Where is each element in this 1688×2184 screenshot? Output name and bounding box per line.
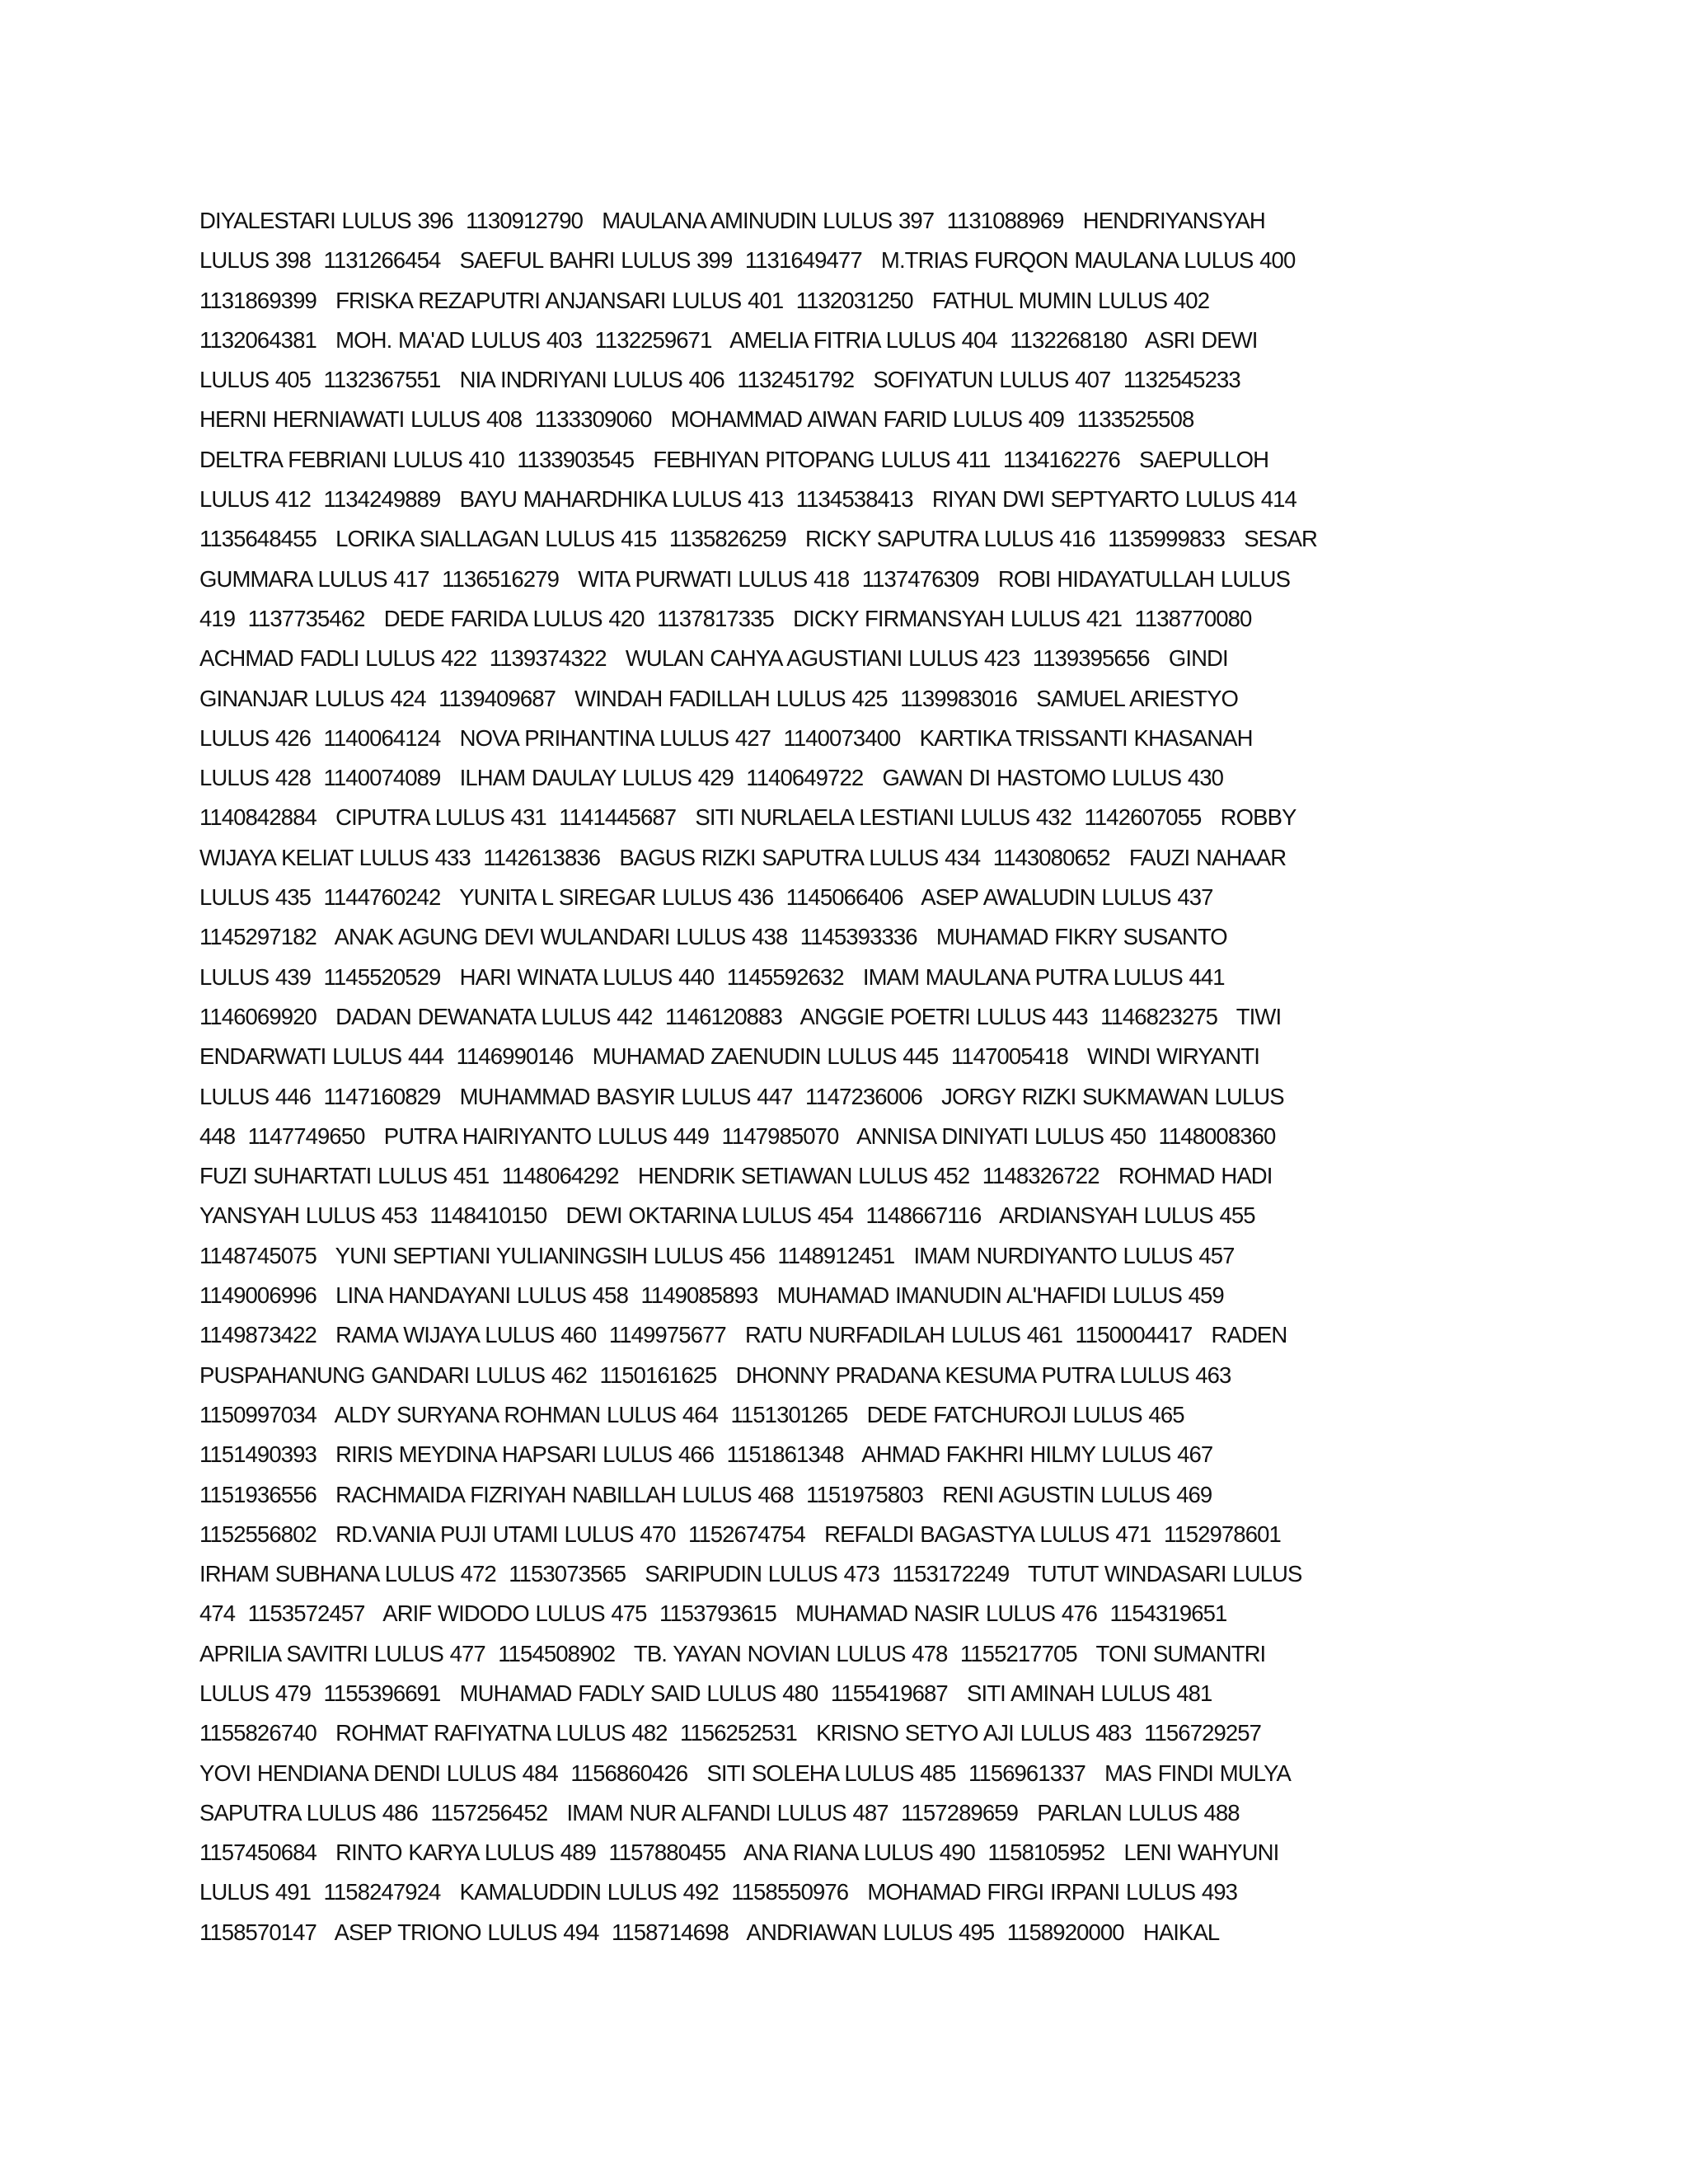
text-line: 1150997034 ALDY SURYANA ROHMAN LULUS 464 1151301265 DEDE FATCHUROJI LULUS 465 [199,1401,1184,1427]
text-line: LULUS 439 1145520529 HARI WINATA LULUS 440 1145592632 IMAM MAULANA PUTRA LULUS 441 [199,963,1225,990]
text-line: DIYALESTARI LULUS 396 1130912790 MAULANA AMINUDIN LULUS 397 1131088969 HENDRIYANSYAH [199,208,1265,233]
text-line: LULUS 435 1144760242 YUNITA L SIREGAR LULUS 436 1145066406 ASEP AWALUDIN LULUS 437 [199,884,1213,911]
text-line: YANSYAH LULUS 453 1148410150 DEWI OKTARINA LULUS 454 1148667116 ARDIANSYAH LULUS 455 [199,1202,1255,1229]
text-line: LULUS 428 1140074089 ILHAM DAULAY LULUS 429 1140649722 GAWAN DI HASTOMO LULUS 430 [199,765,1224,791]
text-line: SAPUTRA LULUS 486 1157256452 IMAM NUR ALFANDI LULUS 487 1157289659 PARLAN LULUS 488 [199,1799,1240,1825]
text-line: 1157450684 RINTO KARYA LULUS 489 1157880455 ANA RIANA LULUS 490 1158105952 LENI WAHYUNI [199,1840,1279,1866]
text-line: 419 1137735462 DEDE FARIDA LULUS 420 1137817335 DICKY FIRMANSYAH LULUS 421 1138770080 [199,605,1252,631]
text-line: 1152556802 RD.VANIA PUJI UTAMI LULUS 470 1152674754 REFALDI BAGASTYA LULUS 471 1152978601 [199,1521,1281,1547]
text-line: 1158570147 ASEP TRIONO LULUS 494 1158714698 ANDRIAWAN LULUS 495 1158920000 HAIKAL [199,1919,1220,1945]
text-line: 1135648455 LORIKA SIALLAGAN LULUS 415 1135826259 RICKY SAPUTRA LULUS 416 1135999833 SESAR [199,526,1317,552]
text-line: LULUS 491 1158247924 KAMALUDDIN LULUS 492 1158550976 MOHAMAD FIRGI IRPANI LULUS 493 [199,1879,1238,1905]
text-line: 1151490393 RIRIS MEYDINA HAPSARI LULUS 466 1151861348 AHMAD FAKHRI HILMY LULUS 467 [199,1441,1213,1468]
text-line: 1151936556 RACHMAIDA FIZRIYAH NABILLAH LULUS 468 1151975803 RENI AGUSTIN LULUS 469 [199,1481,1212,1507]
text-line: LULUS 398 1131266454 SAEFUL BAHRI LULUS 399 1131649477 M.TRIAS FURQON MAULANA LULUS 400 [199,247,1296,274]
text-line: LULUS 412 1134249889 BAYU MAHARDHIKA LULUS 413 1134538413 RIYAN DWI SEPTYARTO LULUS 414 [199,486,1296,513]
text-line: GINANJAR LULUS 424 1139409687 WINDAH FADILLAH LULUS 425 1139983016 SAMUEL ARIESTYO [199,685,1238,711]
text-line: 1149006996 LINA HANDAYANI LULUS 458 1149085893 MUHAMAD IMANUDIN AL'HAFIDI LULUS 459 [199,1282,1224,1309]
text-line: ENDARWATI LULUS 444 1146990146 MUHAMAD ZAENUDIN LULUS 445 1147005418 WINDI WIRYANTI [199,1043,1259,1070]
text-line: 1145297182 ANAK AGUNG DEVI WULANDARI LULUS 438 1145393336 MUHAMAD FIKRY SUSANTO [199,924,1227,950]
text-line: 1132064381 MOH. MA'AD LULUS 403 1132259671 AMELIA FITRIA LULUS 404 1132268180 ASRI DEWI [199,326,1258,353]
text-line: 1149873422 RAMA WIJAYA LULUS 460 1149975677 RATU NURFADILAH LULUS 461 1150004417 RADEN [199,1322,1287,1348]
text-line: 448 1147749650 PUTRA HAIRIYANTO LULUS 449 1147985070 ANNISA DINIYATI LULUS 450 1148008360 [199,1122,1276,1149]
text-line: 474 1153572457 ARIF WIDODO LULUS 475 1153793615 MUHAMAD NASIR LULUS 476 1154319651 [199,1601,1227,1627]
text-line: DELTRA FEBRIANI LULUS 410 1133903545 FEBHIYAN PITOPANG LULUS 411 1134162276 SAEPULLOH [199,446,1269,472]
participant-list-text [199,201,1502,1952]
text-line: FUZI SUHARTATI LULUS 451 1148064292 HENDRIK SETIAWAN LULUS 452 1148326722 ROHMAD HADI [199,1163,1273,1189]
text-line: 1148745075 YUNI SEPTIANI YULIANINGSIH LULUS 456 1148912451 IMAM NURDIYANTO LULUS 457 [199,1242,1235,1268]
text-line: 1155826740 ROHMAT RAFIYATNA LULUS 482 1156252531 KRISNO SETYO AJI LULUS 483 1156729257 [199,1720,1262,1746]
text-line: 1131869399 FRISKA REZAPUTRI ANJANSARI LULUS 401 1132031250 FATHUL MUMIN LULUS 402 [199,287,1210,313]
text-line: WIJAYA KELIAT LULUS 433 1142613836 BAGUS RIZKI SAPUTRA LULUS 434 1143080652 FAUZI NAHAAR [199,844,1287,870]
text-line: LULUS 446 1147160829 MUHAMMAD BASYIR LULUS 447 1147236006 JORGY RIZKI SUKMAWAN LULUS [199,1083,1284,1109]
text-line: 1140842884 CIPUTRA LULUS 431 1141445687 SITI NURLAELA LESTIANI LULUS 432 1142607055 ROBBY [199,804,1296,831]
text-line: LULUS 405 1132367551 NIA INDRIYANI LULUS 406 1132451792 SOFIYATUN LULUS 407 1132545233 [199,367,1240,393]
text-line: LULUS 426 1140064124 NOVA PRIHANTINA LULUS 427 1140073400 KARTIKA TRISSANTI KHASANAH [199,724,1253,751]
text-line: IRHAM SUBHANA LULUS 472 1153073565 SARIPUDIN LULUS 473 1153172249 TUTUT WINDASARI LULUS [199,1561,1302,1587]
text-line: ACHMAD FADLI LULUS 422 1139374322 WULAN CAHYA AGUSTIANI LULUS 423 1139395656 GINDI [199,645,1228,672]
text-line: HERNI HERNIAWATI LULUS 408 1133309060 MOHAMMAD AIWAN FARID LULUS 409 1133525508 [199,406,1194,433]
text-line: 1146069920 DADAN DEWANATA LULUS 442 1146120883 ANGGIE POETRI LULUS 443 1146823275 TIWI [199,1003,1282,1029]
text-line: YOVI HENDIANA DENDI LULUS 484 1156860426 SITI SOLEHA LULUS 485 1156961337 MAS FINDI MULYA [199,1760,1291,1786]
text-line: PUSPAHANUNG GANDARI LULUS 462 1150161625 DHONNY PRADANA KESUMA PUTRA LULUS 463 [199,1361,1231,1388]
text-line: LULUS 479 1155396691 MUHAMAD FADLY SAID LULUS 480 1155419687 SITI AMINAH LULUS 481 [199,1680,1212,1706]
text-line: GUMMARA LULUS 417 1136516279 WITA PURWATI LULUS 418 1137476309 ROBI HIDAYATULLAH LULUS [199,565,1291,592]
text-line: APRILIA SAVITRI LULUS 477 1154508902 TB. YAYAN NOVIAN LULUS 478 1155217705 TONI SUMANTRI [199,1640,1266,1666]
